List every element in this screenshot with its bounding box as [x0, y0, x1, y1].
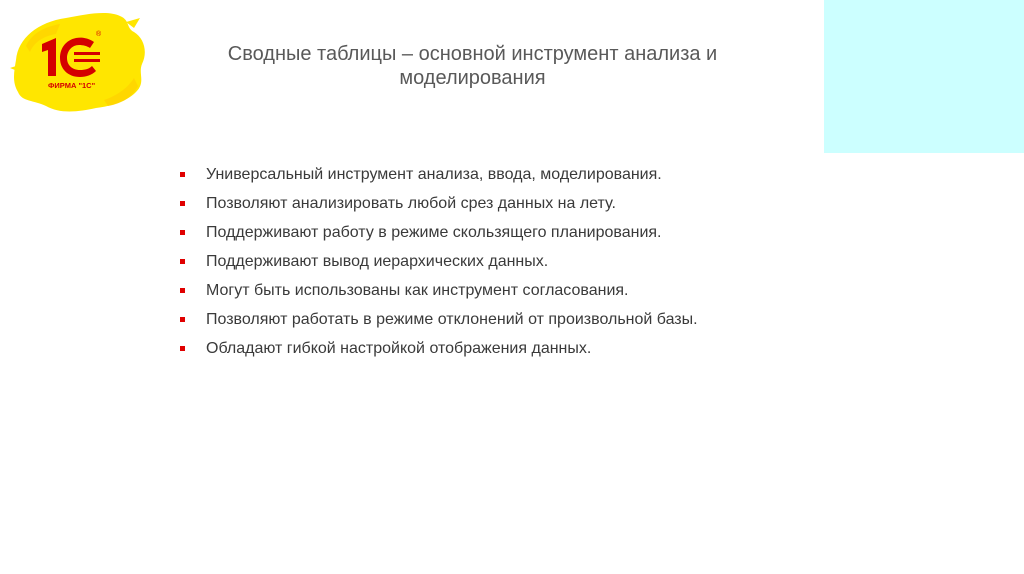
list-item-text: Поддерживают вывод иерархических данных.	[206, 252, 549, 270]
company-logo	[8, 8, 150, 118]
list-item	[178, 247, 818, 276]
list-item	[178, 276, 818, 305]
bullet-marker-icon	[180, 201, 185, 206]
bullet-list	[178, 160, 818, 363]
logo-registered-mark: ®	[96, 31, 102, 38]
list-item	[178, 160, 818, 189]
corner-decoration-panel	[824, 0, 1024, 153]
list-item	[178, 189, 818, 218]
list-item	[178, 218, 818, 247]
list-item-text: Могут быть использованы как инструмент согласования.	[206, 281, 629, 299]
list-item	[178, 334, 818, 363]
bullet-marker-icon	[180, 230, 185, 235]
bullet-marker-icon	[180, 259, 185, 264]
list-item-text: Универсальный инструмент анализа, ввода, моделирования.	[206, 165, 662, 183]
list-item-text: Позволяют анализировать любой срез данных на лету.	[206, 194, 616, 212]
bullet-marker-icon	[180, 317, 185, 322]
logo-graphic	[8, 8, 150, 118]
bullet-marker-icon	[180, 288, 185, 293]
list-item	[178, 305, 818, 334]
list-item-text: Обладают гибкой настройкой отображения данных.	[206, 339, 592, 357]
list-item-text: Поддерживают работу в режиме скользящего планирования.	[206, 223, 662, 241]
slide-title: Сводные таблицы – основной инструмент анализа и моделирования	[227, 43, 718, 89]
logo-subtext: ФИРМА "1С"	[48, 81, 96, 90]
bullet-marker-icon	[180, 172, 185, 177]
list-item-text: Позволяют работать в режиме отклонений от произвольной базы.	[206, 310, 698, 328]
bullet-marker-icon	[180, 346, 185, 351]
